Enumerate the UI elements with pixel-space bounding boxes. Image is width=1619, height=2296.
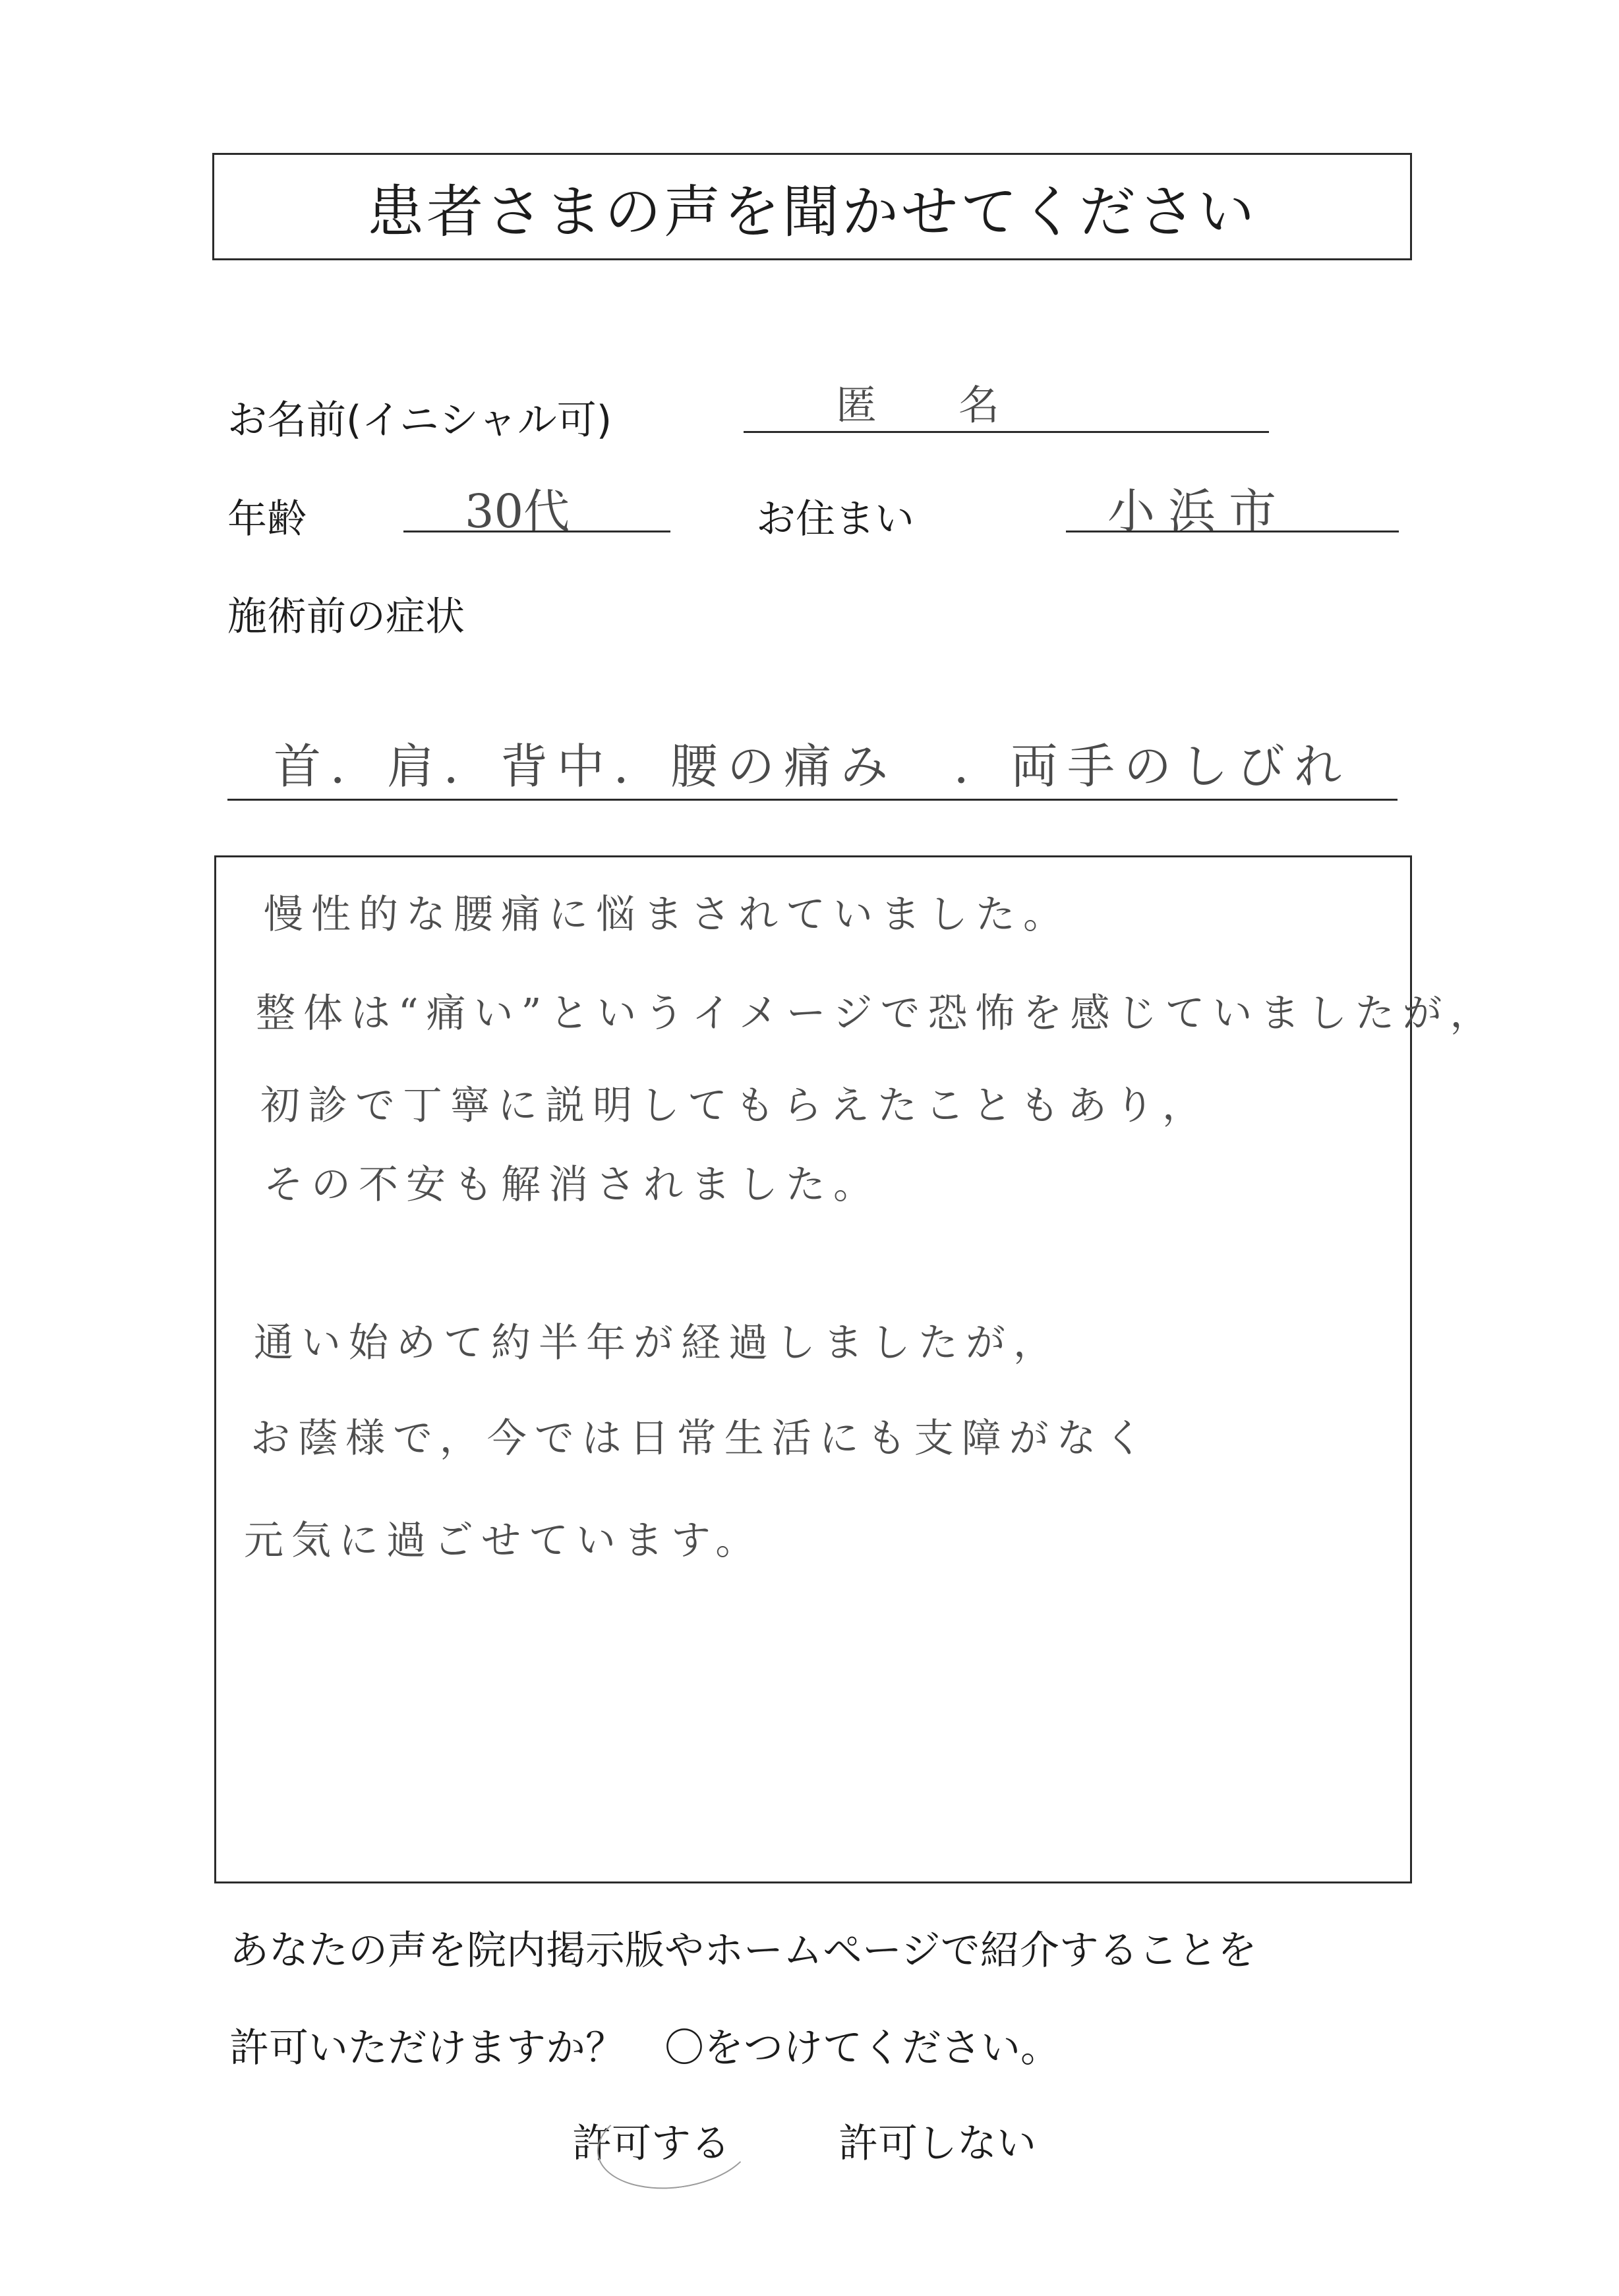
age-label: 年齢	[227, 496, 307, 542]
symptoms-value: 首．肩．背中．腰の痛み ．両手のしびれ	[274, 739, 1351, 794]
comment-line: その不安も解消されました。	[264, 1162, 881, 1208]
address-value: 小浜市	[1107, 484, 1290, 539]
age-value: 30代	[465, 484, 570, 538]
form-title: 患者さまの声を聞かせてください	[367, 179, 1257, 245]
symptoms-underline	[227, 799, 1398, 801]
permission-question-line1: あなたの声を院内掲示版やホームページで紹介することを	[229, 1928, 1257, 1974]
selection-circle-mark	[591, 2088, 760, 2198]
option-deny[interactable]: 許可しない	[839, 2121, 1036, 2167]
comment-line: 元気に過ごせています。	[244, 1518, 763, 1564]
name-value: 匿 名	[836, 381, 1000, 429]
comment-line: 整体は“痛い”というイメージで恐怖を感じていましたが，	[256, 990, 1498, 1037]
comment-line: 慢性的な腰痛に悩まされていました。	[264, 892, 1071, 938]
name-underline	[744, 431, 1269, 433]
address-underline	[1066, 531, 1399, 532]
age-underline	[403, 531, 670, 532]
option-allow[interactable]: 許可する	[572, 2121, 730, 2167]
permission-question-line2: 許可いただけますか？ 〇をつけてください。	[229, 2025, 1060, 2071]
comment-line: 通い始めて約半年が経過しましたが，	[254, 1320, 1061, 1366]
name-label: お名前(イニシャル可)	[227, 397, 612, 444]
comment-line: 初診で丁寧に説明してもらえたこともあり，	[260, 1083, 1210, 1129]
symptoms-label: 施術前の症状	[227, 594, 465, 640]
address-label: お住まい	[756, 496, 914, 542]
comment-line: お蔭様で，今では日常生活にも支障がなく	[250, 1416, 1152, 1462]
